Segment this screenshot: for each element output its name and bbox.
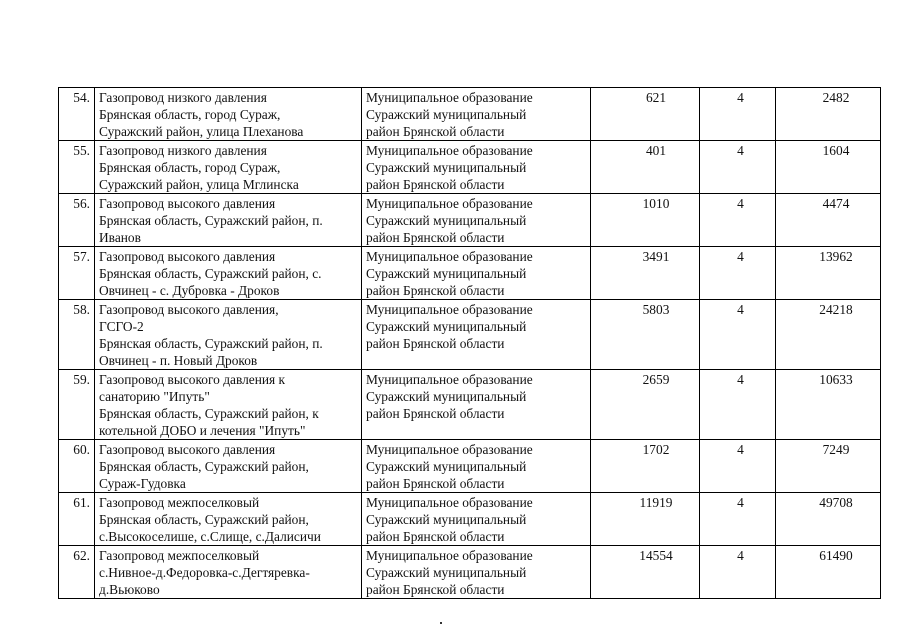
object-name-line: Брянская область, Суражский район, — [99, 459, 309, 474]
owner-line: Суражский муниципальный — [366, 213, 527, 228]
owner-line: Суражский муниципальный — [366, 459, 527, 474]
owner-line: район Брянской области — [366, 283, 505, 298]
total-value: 49708 — [819, 495, 853, 510]
length-cell — [591, 247, 700, 300]
length-cell — [591, 370, 700, 440]
owner-line: Муниципальное образование — [366, 196, 533, 211]
object-name-line: Газопровод низкого давления — [99, 143, 267, 158]
length-value: 621 — [645, 90, 667, 105]
length-value: 14554 — [639, 548, 673, 563]
owner-line: Суражский муниципальный — [366, 266, 527, 281]
owner-line: Муниципальное образование — [366, 372, 533, 387]
owner-line: Суражский муниципальный — [366, 107, 527, 122]
length-cell — [591, 300, 700, 370]
count-cell — [700, 440, 776, 493]
length-cell — [591, 546, 700, 599]
count-cell — [700, 141, 776, 194]
total-value: 1604 — [822, 143, 850, 158]
object-name-line: Суражский район, улица Плеханова — [99, 124, 304, 139]
table-row — [59, 247, 881, 300]
owner-line: Суражский муниципальный — [366, 389, 527, 404]
value-cell — [776, 370, 881, 440]
value-cell — [776, 440, 881, 493]
count-cell — [700, 247, 776, 300]
row-number: 61. — [73, 495, 90, 510]
length-value: 5803 — [642, 302, 670, 317]
total-value: 10633 — [819, 372, 853, 387]
row-number: 55. — [73, 143, 90, 158]
object-name-cell — [95, 440, 362, 493]
count-cell — [700, 493, 776, 546]
length-cell — [591, 88, 700, 141]
object-name-line: Овчинец - с. Дубровка - Дроков — [99, 283, 280, 298]
table-row — [59, 440, 881, 493]
owner-line: Муниципальное образование — [366, 90, 533, 105]
value-cell — [776, 194, 881, 247]
object-name-cell — [95, 370, 362, 440]
owner-line: Муниципальное образование — [366, 495, 533, 510]
owner-line: район Брянской области — [366, 582, 505, 597]
owner-cell — [362, 370, 591, 440]
owner-cell — [362, 141, 591, 194]
owner-line: Муниципальное образование — [366, 143, 533, 158]
object-name-line: Брянская область, Суражский район, п. — [99, 213, 323, 228]
length-cell — [591, 194, 700, 247]
row-number-cell — [59, 247, 95, 300]
scan-dot — [440, 622, 442, 624]
count-cell — [700, 194, 776, 247]
owner-cell — [362, 493, 591, 546]
row-number: 57. — [73, 249, 90, 264]
object-name-line: с.Нивное-д.Федоровка-с.Дегтяревка- — [99, 565, 310, 580]
count-value: 4 — [737, 90, 744, 105]
owner-cell — [362, 440, 591, 493]
object-name-line: Суражский район, улица Мглинска — [99, 177, 299, 192]
table-row — [59, 546, 881, 599]
object-name-line: Брянская область, Суражский район, с. — [99, 266, 322, 281]
value-cell — [776, 247, 881, 300]
table-row — [59, 370, 881, 440]
owner-cell — [362, 300, 591, 370]
table-row — [59, 300, 881, 370]
row-number-cell — [59, 141, 95, 194]
owner-line: Муниципальное образование — [366, 249, 533, 264]
total-value: 4474 — [822, 196, 850, 211]
row-number-cell — [59, 440, 95, 493]
owner-line: Суражский муниципальный — [366, 565, 527, 580]
row-number: 59. — [73, 372, 90, 387]
total-value: 61490 — [819, 548, 853, 563]
length-value: 11919 — [639, 495, 673, 510]
value-cell — [776, 88, 881, 141]
object-name-line: Газопровод высокого давления, — [99, 302, 279, 317]
length-value: 3491 — [642, 249, 670, 264]
table-row — [59, 88, 881, 141]
object-name-line: Брянская область, город Сураж, — [99, 160, 281, 175]
object-name-cell — [95, 546, 362, 599]
object-name-line: Газопровод низкого давления — [99, 90, 267, 105]
row-number-cell — [59, 546, 95, 599]
owner-line: район Брянской области — [366, 230, 505, 245]
object-name-line: Газопровод высокого давления к — [99, 372, 286, 387]
length-value: 401 — [645, 143, 667, 158]
length-value: 2659 — [642, 372, 670, 387]
count-cell — [700, 300, 776, 370]
object-name-line: Газопровод высокого давления — [99, 442, 276, 457]
value-cell — [776, 300, 881, 370]
row-number-cell — [59, 370, 95, 440]
count-value: 4 — [737, 302, 744, 317]
row-number-cell — [59, 88, 95, 141]
owner-cell — [362, 88, 591, 141]
object-name-line: д.Вьюково — [99, 582, 160, 597]
owner-line: Суражский муниципальный — [366, 160, 527, 175]
object-name-line: Брянская область, Суражский район, п. — [99, 336, 323, 351]
row-number-cell — [59, 300, 95, 370]
owner-line: Муниципальное образование — [366, 442, 533, 457]
object-name-line: ГСГО-2 — [99, 319, 144, 334]
owner-cell — [362, 247, 591, 300]
count-cell — [700, 546, 776, 599]
object-name-line: Овчинец - п. Новый Дроков — [99, 353, 258, 368]
owner-line: район Брянской области — [366, 529, 505, 544]
object-name-cell — [95, 300, 362, 370]
count-cell — [700, 88, 776, 141]
owner-line: район Брянской области — [366, 177, 505, 192]
table-row — [59, 194, 881, 247]
count-value: 4 — [737, 372, 744, 387]
count-cell — [700, 370, 776, 440]
object-name-cell — [95, 141, 362, 194]
total-value: 7249 — [822, 442, 850, 457]
object-name-line: Газопровод межпоселковый — [99, 495, 260, 510]
object-name-cell — [95, 247, 362, 300]
value-cell — [776, 493, 881, 546]
count-value: 4 — [737, 249, 744, 264]
owner-line: Муниципальное образование — [366, 548, 533, 563]
object-name-line: Газопровод высокого давления — [99, 196, 276, 211]
total-value: 2482 — [822, 90, 850, 105]
owner-line: район Брянской области — [366, 476, 505, 491]
object-name-line: Сураж-Гудовка — [99, 476, 186, 491]
owner-cell — [362, 546, 591, 599]
row-number: 62. — [73, 548, 90, 563]
owner-line: район Брянской области — [366, 406, 505, 421]
row-number-cell — [59, 493, 95, 546]
value-cell — [776, 546, 881, 599]
count-value: 4 — [737, 548, 744, 563]
object-name-line: Иванов — [99, 230, 141, 245]
row-number: 54. — [73, 90, 90, 105]
object-name-line: с.Высокоселише, с.Слище, с.Далисичи — [99, 529, 321, 544]
object-name-cell — [95, 493, 362, 546]
count-value: 4 — [737, 495, 744, 510]
object-name-line: Брянская область, Суражский район, к — [99, 406, 319, 421]
length-value: 1702 — [642, 442, 670, 457]
total-value: 24218 — [819, 302, 853, 317]
count-value: 4 — [737, 143, 744, 158]
owner-line: Суражский муниципальный — [366, 512, 527, 527]
owner-line: Муниципальное образование — [366, 302, 533, 317]
length-cell — [591, 440, 700, 493]
object-name-line: Газопровод высокого давления — [99, 249, 276, 264]
value-cell — [776, 141, 881, 194]
object-name-line: Брянская область, город Сураж, — [99, 107, 281, 122]
object-name-line: Брянская область, Суражский район, — [99, 512, 309, 527]
table-row — [59, 141, 881, 194]
owner-line: район Брянской области — [366, 336, 505, 351]
row-number-cell — [59, 194, 95, 247]
count-value: 4 — [737, 196, 744, 211]
object-name-line: котельной ДОБО и лечения "Ипуть" — [99, 423, 306, 438]
property-register-table — [58, 87, 881, 599]
object-name-line: санаторию "Ипуть" — [99, 389, 210, 404]
count-value: 4 — [737, 442, 744, 457]
row-number: 56. — [73, 196, 90, 211]
owner-line: район Брянской области — [366, 124, 505, 139]
length-cell — [591, 493, 700, 546]
object-name-cell — [95, 194, 362, 247]
length-value: 1010 — [642, 196, 670, 211]
table-body — [59, 88, 881, 599]
object-name-cell — [95, 88, 362, 141]
row-number: 58. — [73, 302, 90, 317]
length-cell — [591, 141, 700, 194]
owner-cell — [362, 194, 591, 247]
object-name-line: Газопровод межпоселковый — [99, 548, 260, 563]
total-value: 13962 — [819, 249, 853, 264]
table-row — [59, 493, 881, 546]
row-number: 60. — [73, 442, 90, 457]
owner-line: Суражский муниципальный — [366, 319, 527, 334]
